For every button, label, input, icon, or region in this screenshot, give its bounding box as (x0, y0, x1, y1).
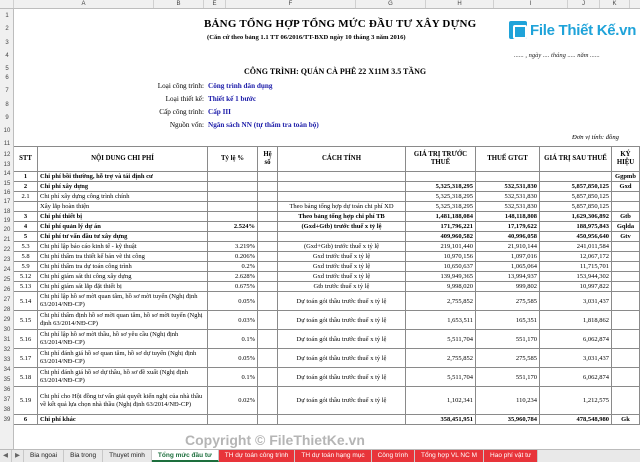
cell-stt[interactable]: 5.16 (14, 330, 38, 349)
cell-formula[interactable]: Dự toán gói thầu trước thuế x tỷ lệ (278, 311, 406, 330)
cell-name[interactable]: Chi phí thiết bị (38, 212, 208, 222)
cell-hs[interactable] (258, 262, 278, 272)
cell-pct[interactable] (208, 202, 258, 212)
cell-name[interactable]: Chi phí bồi thường, hỗ trợ và tái định cư (38, 172, 208, 182)
cell-stt[interactable]: 5.8 (14, 252, 38, 262)
cell-pct[interactable] (208, 172, 258, 182)
cell-vat[interactable]: 17,179,622 (476, 222, 540, 232)
row-header[interactable]: 32 (3, 347, 11, 353)
cell-formula[interactable]: Dự toán gói thầu trước thuế x tỷ lệ (278, 292, 406, 311)
sheet-tab[interactable]: Bia ngoai (24, 450, 64, 462)
cell-hs[interactable] (258, 282, 278, 292)
sheet-tab[interactable]: Công trình (372, 450, 415, 462)
cell-code[interactable]: Gtb (612, 212, 640, 222)
cell-pct[interactable]: 3.219% (208, 242, 258, 252)
cell-pre[interactable]: 1,653,511 (406, 311, 476, 330)
row-header[interactable]: 18 (3, 209, 11, 215)
info-label: Loại thiết kế: (165, 95, 204, 103)
cell-post[interactable]: 3,031,437 (540, 349, 612, 368)
cell-code[interactable]: Gqlda (612, 222, 640, 232)
table-row[interactable] (14, 311, 640, 330)
cell-pct[interactable]: 2.628% (208, 272, 258, 282)
row-header[interactable]: 36 (3, 387, 11, 393)
header-pct: Tỷ lệ % (208, 147, 258, 172)
header-vat: THUẾ GTGT (476, 147, 540, 172)
info-label: Cấp công trình: (159, 108, 204, 116)
cell-vat[interactable]: 532,531,830 (476, 182, 540, 192)
sheet-tab[interactable]: Tổng hợp VL NC M (415, 450, 484, 462)
cell-hs[interactable] (258, 415, 278, 425)
cell-code[interactable] (612, 292, 640, 311)
cell-name[interactable]: Chi phí đánh giá hồ sơ dự thầu, hồ sơ đề xuất (Nghị định 63/2014/NĐ-CP) (38, 368, 208, 387)
cell-vat[interactable]: 551,170 (476, 368, 540, 387)
table-header-row (14, 147, 640, 172)
table-row[interactable] (14, 192, 640, 202)
cell-pre[interactable]: 10,970,156 (406, 252, 476, 262)
cell-code[interactable] (612, 349, 640, 368)
row-header[interactable]: 19 (3, 218, 11, 224)
row-header[interactable]: 26 (3, 287, 11, 293)
cell-pct[interactable]: 0.03% (208, 311, 258, 330)
cell-name[interactable]: Chi phí thẩm định hồ sơ mời quan tâm, hồ sơ mời tuyển (Nghị định 63/2014/NĐ-CP) (38, 311, 208, 330)
cell-hs[interactable] (258, 272, 278, 282)
sheet-subtitle: (Căn cứ theo bảng 1.1 TT 06/2016/TT-BXD ngày 10 tháng 3 năm 2016) (207, 34, 406, 41)
cell-pct[interactable]: 0.1% (208, 368, 258, 387)
cell-post[interactable]: 5,857,850,125 (540, 202, 612, 212)
cell-name[interactable]: Chi phí cho Hội đồng tư vấn giải quyết kiến nghị của nhà thầu về kết quả lựa chọn nhà thầu (Nghị định 63/2014/NĐ-CP) (38, 387, 208, 415)
sheet-tab[interactable]: TH dự toán công trình (219, 450, 296, 462)
cell-formula[interactable]: Gxd trước thuế x tỷ lệ (278, 272, 406, 282)
cell-pct[interactable] (208, 182, 258, 192)
cell-name[interactable]: Chi phí thẩm tra dự toán công trình (38, 262, 208, 272)
header-post-tax: GIÁ TRỊ SAU THUẾ (540, 147, 612, 172)
cell-code[interactable] (612, 330, 640, 349)
table-row[interactable] (14, 330, 640, 349)
cell-stt[interactable]: 2 (14, 182, 38, 192)
row-header[interactable]: 20 (3, 227, 11, 233)
logo-icon (509, 21, 527, 39)
cell-formula[interactable]: (Gxd+Gtb) trước thuế x tỷ lệ (278, 222, 406, 232)
cost-table (14, 146, 640, 425)
cell-vat[interactable]: 275,585 (476, 292, 540, 311)
row-header[interactable]: 22 (3, 247, 11, 253)
cell-post[interactable]: 450,956,640 (540, 232, 612, 242)
cell-pct[interactable] (208, 415, 258, 425)
column-header[interactable]: F (226, 0, 356, 8)
cell-formula[interactable]: Dự toán gói thầu trước thuế x tỷ lệ (278, 330, 406, 349)
cell-pre[interactable]: 5,325,318,295 (406, 182, 476, 192)
cell-name[interactable]: Chi phí xây dựng công trình chính (38, 192, 208, 202)
column-header[interactable]: B (154, 0, 204, 8)
sheet-tab[interactable]: Bia trong (64, 450, 103, 462)
sheet-title: BẢNG TỔNG HỢP TỔNG MỨC ĐẦU TƯ XÂY DỰNG (204, 18, 477, 30)
cell-hs[interactable] (258, 242, 278, 252)
cell-name[interactable]: Chi phí thẩm tra thiết kế bản vẽ thi công (38, 252, 208, 262)
cell-post[interactable]: 5,857,850,125 (540, 192, 612, 202)
cell-code[interactable] (612, 311, 640, 330)
cell-vat[interactable]: 110,234 (476, 387, 540, 415)
cell-name[interactable]: Chi phí giám sát thi công xây dựng (38, 272, 208, 282)
cell-pre[interactable]: 171,796,221 (406, 222, 476, 232)
cell-post[interactable]: 5,857,850,125 (540, 182, 612, 192)
row-header[interactable]: 15 (3, 181, 11, 187)
cell-code[interactable]: Gxd (612, 182, 640, 192)
cell-pre[interactable]: 9,998,020 (406, 282, 476, 292)
sheet-tab[interactable]: Hao phí vật tư (484, 450, 538, 462)
row-header[interactable]: 13 (3, 162, 11, 168)
column-header[interactable]: J (568, 0, 600, 8)
header-stt: STT (14, 147, 38, 172)
header-name: NỘI DUNG CHI PHÍ (38, 147, 208, 172)
cell-post[interactable]: 1,629,306,892 (540, 212, 612, 222)
row-header[interactable]: 6 (5, 75, 9, 81)
table-row[interactable] (14, 182, 640, 192)
row-header[interactable]: 37 (3, 397, 11, 403)
sheet-tab[interactable]: TH dự toán hạng mục (295, 450, 371, 462)
cell-vat[interactable]: 21,910,144 (476, 242, 540, 252)
cell-code[interactable] (612, 368, 640, 387)
cell-pct[interactable]: 0.05% (208, 349, 258, 368)
cell-stt[interactable]: 1 (14, 172, 38, 182)
cell-vat[interactable]: 1,097,016 (476, 252, 540, 262)
table-row[interactable] (14, 242, 640, 252)
cell-hs[interactable] (258, 349, 278, 368)
row-header[interactable]: 33 (3, 357, 11, 363)
cell-vat[interactable]: 148,118,808 (476, 212, 540, 222)
cell-code[interactable] (612, 252, 640, 262)
column-header-bar (0, 0, 640, 9)
cell-post[interactable]: 188,975,843 (540, 222, 612, 232)
cell-pct[interactable]: 0.2% (208, 262, 258, 272)
row-header[interactable]: 3 (5, 40, 9, 46)
sheet-tab[interactable]: Thuyet minh (103, 450, 152, 462)
date-line: ...... , ngày .... tháng ..... năm ...... (514, 52, 600, 59)
cell-hs[interactable] (258, 292, 278, 311)
watermark: Copyright © FileThietKe.vn (185, 432, 365, 448)
cell-pct[interactable] (208, 212, 258, 222)
row-header[interactable]: 10 (3, 128, 11, 134)
cell-hs[interactable] (258, 368, 278, 387)
row-header[interactable]: 25 (3, 277, 11, 283)
cell-formula[interactable] (278, 415, 406, 425)
cell-name[interactable]: Chi phí giám sát lắp đặt thiết bị (38, 282, 208, 292)
row-header[interactable]: 8 (5, 102, 9, 108)
row-header[interactable]: 23 (3, 257, 11, 263)
row-header[interactable]: 21 (3, 237, 11, 243)
cell-post[interactable]: 3,031,437 (540, 292, 612, 311)
cell-post[interactable]: 241,011,584 (540, 242, 612, 252)
cell-vat[interactable]: 532,531,830 (476, 202, 540, 212)
cell-stt[interactable]: 5.9 (14, 262, 38, 272)
row-header[interactable]: 29 (3, 317, 11, 323)
row-header[interactable]: 7 (5, 88, 9, 94)
info-label: Loại công trình: (157, 82, 204, 90)
cell-code[interactable]: Gk (612, 415, 640, 425)
row-header[interactable]: 12 (3, 152, 11, 158)
cell-pct[interactable]: 0.02% (208, 387, 258, 415)
cell-hs[interactable] (258, 311, 278, 330)
project-name: CÔNG TRÌNH: QUÁN CÀ PHÊ 22 X11M 3.5 TẦNG (244, 67, 427, 76)
cell-hs[interactable] (258, 202, 278, 212)
column-header[interactable]: E (204, 0, 226, 8)
table-row[interactable] (14, 282, 640, 292)
cell-formula[interactable]: Dự toán gói thầu trước thuế x tỷ lệ (278, 387, 406, 415)
cell-name[interactable]: Chi phí tư vấn đầu tư xây dựng (38, 232, 208, 242)
cell-post[interactable]: 11,715,701 (540, 262, 612, 272)
cell-code[interactable] (612, 272, 640, 282)
row-header[interactable]: 4 (5, 53, 9, 59)
cell-formula[interactable]: Gtb trước thuế x tỷ lệ (278, 282, 406, 292)
cell-pct[interactable]: 0.206% (208, 252, 258, 262)
cell-pre[interactable]: 1,102,341 (406, 387, 476, 415)
cell-vat[interactable]: 999,802 (476, 282, 540, 292)
cell-pre[interactable]: 10,650,637 (406, 262, 476, 272)
cell-vat[interactable]: 35,960,784 (476, 415, 540, 425)
row-header[interactable]: 11 (3, 141, 11, 147)
row-header[interactable]: 9 (5, 115, 9, 121)
row-header[interactable]: 28 (3, 307, 11, 313)
cell-code[interactable]: Ggpmb (612, 172, 640, 182)
site-logo (509, 21, 636, 39)
cell-pct[interactable] (208, 192, 258, 202)
cell-code[interactable]: Gtv (612, 232, 640, 242)
cell-formula[interactable]: Dự toán gói thầu trước thuế x tỷ lệ (278, 368, 406, 387)
table-row[interactable] (14, 387, 640, 415)
row-header[interactable]: 5 (5, 66, 9, 72)
cell-vat[interactable]: 1,065,064 (476, 262, 540, 272)
cell-pre[interactable]: 2,755,852 (406, 349, 476, 368)
cell-pct[interactable] (208, 232, 258, 242)
table-row[interactable] (14, 222, 640, 232)
cell-pre[interactable]: 5,325,318,295 (406, 192, 476, 202)
cell-pre[interactable]: 219,101,440 (406, 242, 476, 252)
cell-name[interactable]: Chi phí lập hồ sơ mời thầu, hồ sơ yêu cầu (Nghị định 63/2014/NĐ-CP) (38, 330, 208, 349)
cell-post[interactable]: 6,062,874 (540, 330, 612, 349)
cell-post[interactable]: 1,818,862 (540, 311, 612, 330)
cell-pre[interactable]: 5,511,704 (406, 368, 476, 387)
info-label: Nguồn vốn: (169, 121, 204, 129)
unit-label: Đơn vị tính: đồng (572, 134, 619, 141)
row-header[interactable]: 38 (3, 407, 11, 413)
cell-stt[interactable]: 5.14 (14, 292, 38, 311)
header-formula: CÁCH TÍNH (278, 147, 406, 172)
header-coef: Hệ số (258, 147, 278, 172)
cell-stt[interactable]: 5.3 (14, 242, 38, 252)
cell-post[interactable]: 153,944,302 (540, 272, 612, 282)
cell-formula[interactable] (278, 232, 406, 242)
cell-vat[interactable]: 551,170 (476, 330, 540, 349)
row-header[interactable]: 14 (3, 171, 11, 177)
cell-vat[interactable]: 275,585 (476, 349, 540, 368)
table-row[interactable] (14, 252, 640, 262)
logo-text: File Thiết Kế.vn (530, 21, 637, 39)
cell-name[interactable]: Chi phí lập báo cáo kinh tế - kỹ thuật (38, 242, 208, 252)
cell-pre[interactable]: 139,949,365 (406, 272, 476, 282)
info-value[interactable]: Ngân sách NN (tự thẩm tra toàn bộ) (208, 121, 319, 129)
header-pre-tax: GIÁ TRỊ TRƯỚC THUẾ (406, 147, 476, 172)
cell-code[interactable] (612, 192, 640, 202)
cell-post[interactable]: 12,067,172 (540, 252, 612, 262)
cell-stt[interactable]: 5.12 (14, 272, 38, 282)
cell-name[interactable]: Chi phí xây dựng (38, 182, 208, 192)
table-row[interactable] (14, 212, 640, 222)
cell-pct[interactable]: 0.05% (208, 292, 258, 311)
row-header[interactable]: 27 (3, 297, 11, 303)
cell-stt[interactable]: 6 (14, 415, 38, 425)
cell-stt[interactable]: 4 (14, 222, 38, 232)
row-header[interactable]: 30 (3, 327, 11, 333)
cell-stt[interactable]: 5.17 (14, 349, 38, 368)
info-value[interactable]: Thiết kế 1 bước (208, 95, 257, 103)
cell-stt[interactable]: 3 (14, 212, 38, 222)
table-row[interactable] (14, 292, 640, 311)
row-header[interactable]: 39 (3, 417, 11, 423)
table-row[interactable] (14, 368, 640, 387)
row-header[interactable]: 2 (5, 26, 9, 32)
row-header[interactable]: 1 (5, 13, 9, 19)
cell-stt[interactable]: 5.18 (14, 368, 38, 387)
row-header[interactable]: 17 (3, 199, 11, 205)
cell-post[interactable]: 10,997,822 (540, 282, 612, 292)
cell-pct[interactable]: 2.524% (208, 222, 258, 232)
cell-formula[interactable]: (Gxd+Gtb) trước thuế x tỷ lệ (278, 242, 406, 252)
cell-pre[interactable]: 1,481,188,084 (406, 212, 476, 222)
cell-hs[interactable] (258, 172, 278, 182)
cell-vat[interactable] (476, 172, 540, 182)
cell-stt[interactable]: 2.1 (14, 192, 38, 202)
cell-pre[interactable]: 5,325,318,295 (406, 202, 476, 212)
cell-pct[interactable]: 0.1% (208, 330, 258, 349)
cell-formula[interactable]: Theo bảng tổng hợp chi phí TB (278, 212, 406, 222)
cell-hs[interactable] (258, 182, 278, 192)
cell-pre[interactable]: 409,960,582 (406, 232, 476, 242)
cell-pre[interactable]: 2,755,852 (406, 292, 476, 311)
info-value[interactable]: Cấp III (208, 108, 231, 116)
cell-vat[interactable]: 532,531,830 (476, 192, 540, 202)
sheet-tab-bar (0, 449, 640, 462)
cell-formula[interactable]: Gxd trước thuế x tỷ lệ (278, 262, 406, 272)
cell-hs[interactable] (258, 387, 278, 415)
cell-post[interactable]: 1,212,575 (540, 387, 612, 415)
row-header-bar (0, 9, 14, 449)
cell-hs[interactable] (258, 330, 278, 349)
cell-pre[interactable] (406, 172, 476, 182)
cell-hs[interactable] (258, 212, 278, 222)
table-row[interactable] (14, 415, 640, 425)
column-header[interactable]: I (494, 0, 568, 8)
column-header[interactable]: K (600, 0, 630, 8)
cell-code[interactable] (612, 282, 640, 292)
cell-pre[interactable]: 358,451,951 (406, 415, 476, 425)
cell-formula[interactable]: Gxd trước thuế x tỷ lệ (278, 252, 406, 262)
table-row[interactable] (14, 172, 640, 182)
cell-formula[interactable]: Theo bảng tổng hợp dự toán chi phí XD (278, 202, 406, 212)
info-value[interactable]: Công trình dân dụng (208, 82, 273, 90)
cell-formula[interactable] (278, 172, 406, 182)
cell-code[interactable] (612, 202, 640, 212)
cell-code[interactable] (612, 242, 640, 252)
cell-name[interactable]: Chi phí khác (38, 415, 208, 425)
scroll-left-icon[interactable]: ◀ (0, 450, 12, 462)
cell-hs[interactable] (258, 222, 278, 232)
row-header[interactable]: 24 (3, 267, 11, 273)
sheet-tab[interactable]: Tổng mức đầu tư (152, 450, 219, 462)
cell-name[interactable]: Chi phí đánh giá hồ sơ quan tâm, hồ sơ dự tuyển (Nghị định 63/2014/NĐ-CP) (38, 349, 208, 368)
table-row[interactable] (14, 272, 640, 282)
cell-stt[interactable] (14, 202, 38, 212)
table-row[interactable] (14, 232, 640, 242)
cell-hs[interactable] (258, 232, 278, 242)
table-row[interactable] (14, 349, 640, 368)
cell-vat[interactable]: 13,994,937 (476, 272, 540, 282)
scroll-right-icon[interactable]: ▶ (12, 450, 24, 462)
row-header[interactable]: 31 (3, 337, 11, 343)
table-row[interactable] (14, 262, 640, 272)
cell-name[interactable]: Chi phí lập hồ sơ mời quan tâm, hồ sơ mời tuyển (Nghị định 63/2014/NĐ-CP) (38, 292, 208, 311)
cell-post[interactable] (540, 172, 612, 182)
select-all-corner[interactable] (0, 0, 14, 8)
cell-hs[interactable] (258, 252, 278, 262)
cell-formula[interactable]: Dự toán gói thầu trước thuế x tỷ lệ (278, 349, 406, 368)
header-code: KÝ HIỆU (612, 147, 640, 172)
sheet-grid[interactable] (14, 9, 640, 449)
table-row[interactable] (14, 202, 640, 212)
cell-vat[interactable]: 40,996,058 (476, 232, 540, 242)
cell-formula[interactable] (278, 182, 406, 192)
cell-stt[interactable]: 5 (14, 232, 38, 242)
row-header[interactable]: 35 (3, 377, 11, 383)
cell-stt[interactable]: 5.13 (14, 282, 38, 292)
row-header[interactable]: 16 (3, 190, 11, 196)
cell-name[interactable]: Xây lắp hoàn thiện (38, 202, 208, 212)
row-header[interactable]: 34 (3, 367, 11, 373)
cell-stt[interactable]: 5.19 (14, 387, 38, 415)
cell-pct[interactable]: 0.675% (208, 282, 258, 292)
cell-formula[interactable] (278, 192, 406, 202)
column-header[interactable]: A (14, 0, 154, 8)
cell-code[interactable] (612, 262, 640, 272)
column-header[interactable]: G (356, 0, 426, 8)
cell-stt[interactable]: 5.15 (14, 311, 38, 330)
cell-code[interactable] (612, 387, 640, 415)
column-header[interactable]: H (426, 0, 494, 8)
cell-post[interactable]: 6,062,874 (540, 368, 612, 387)
cell-vat[interactable]: 165,351 (476, 311, 540, 330)
cell-pre[interactable]: 5,511,704 (406, 330, 476, 349)
cell-hs[interactable] (258, 192, 278, 202)
cell-post[interactable]: 478,548,980 (540, 415, 612, 425)
cell-name[interactable]: Chi phí quản lý dự án (38, 222, 208, 232)
